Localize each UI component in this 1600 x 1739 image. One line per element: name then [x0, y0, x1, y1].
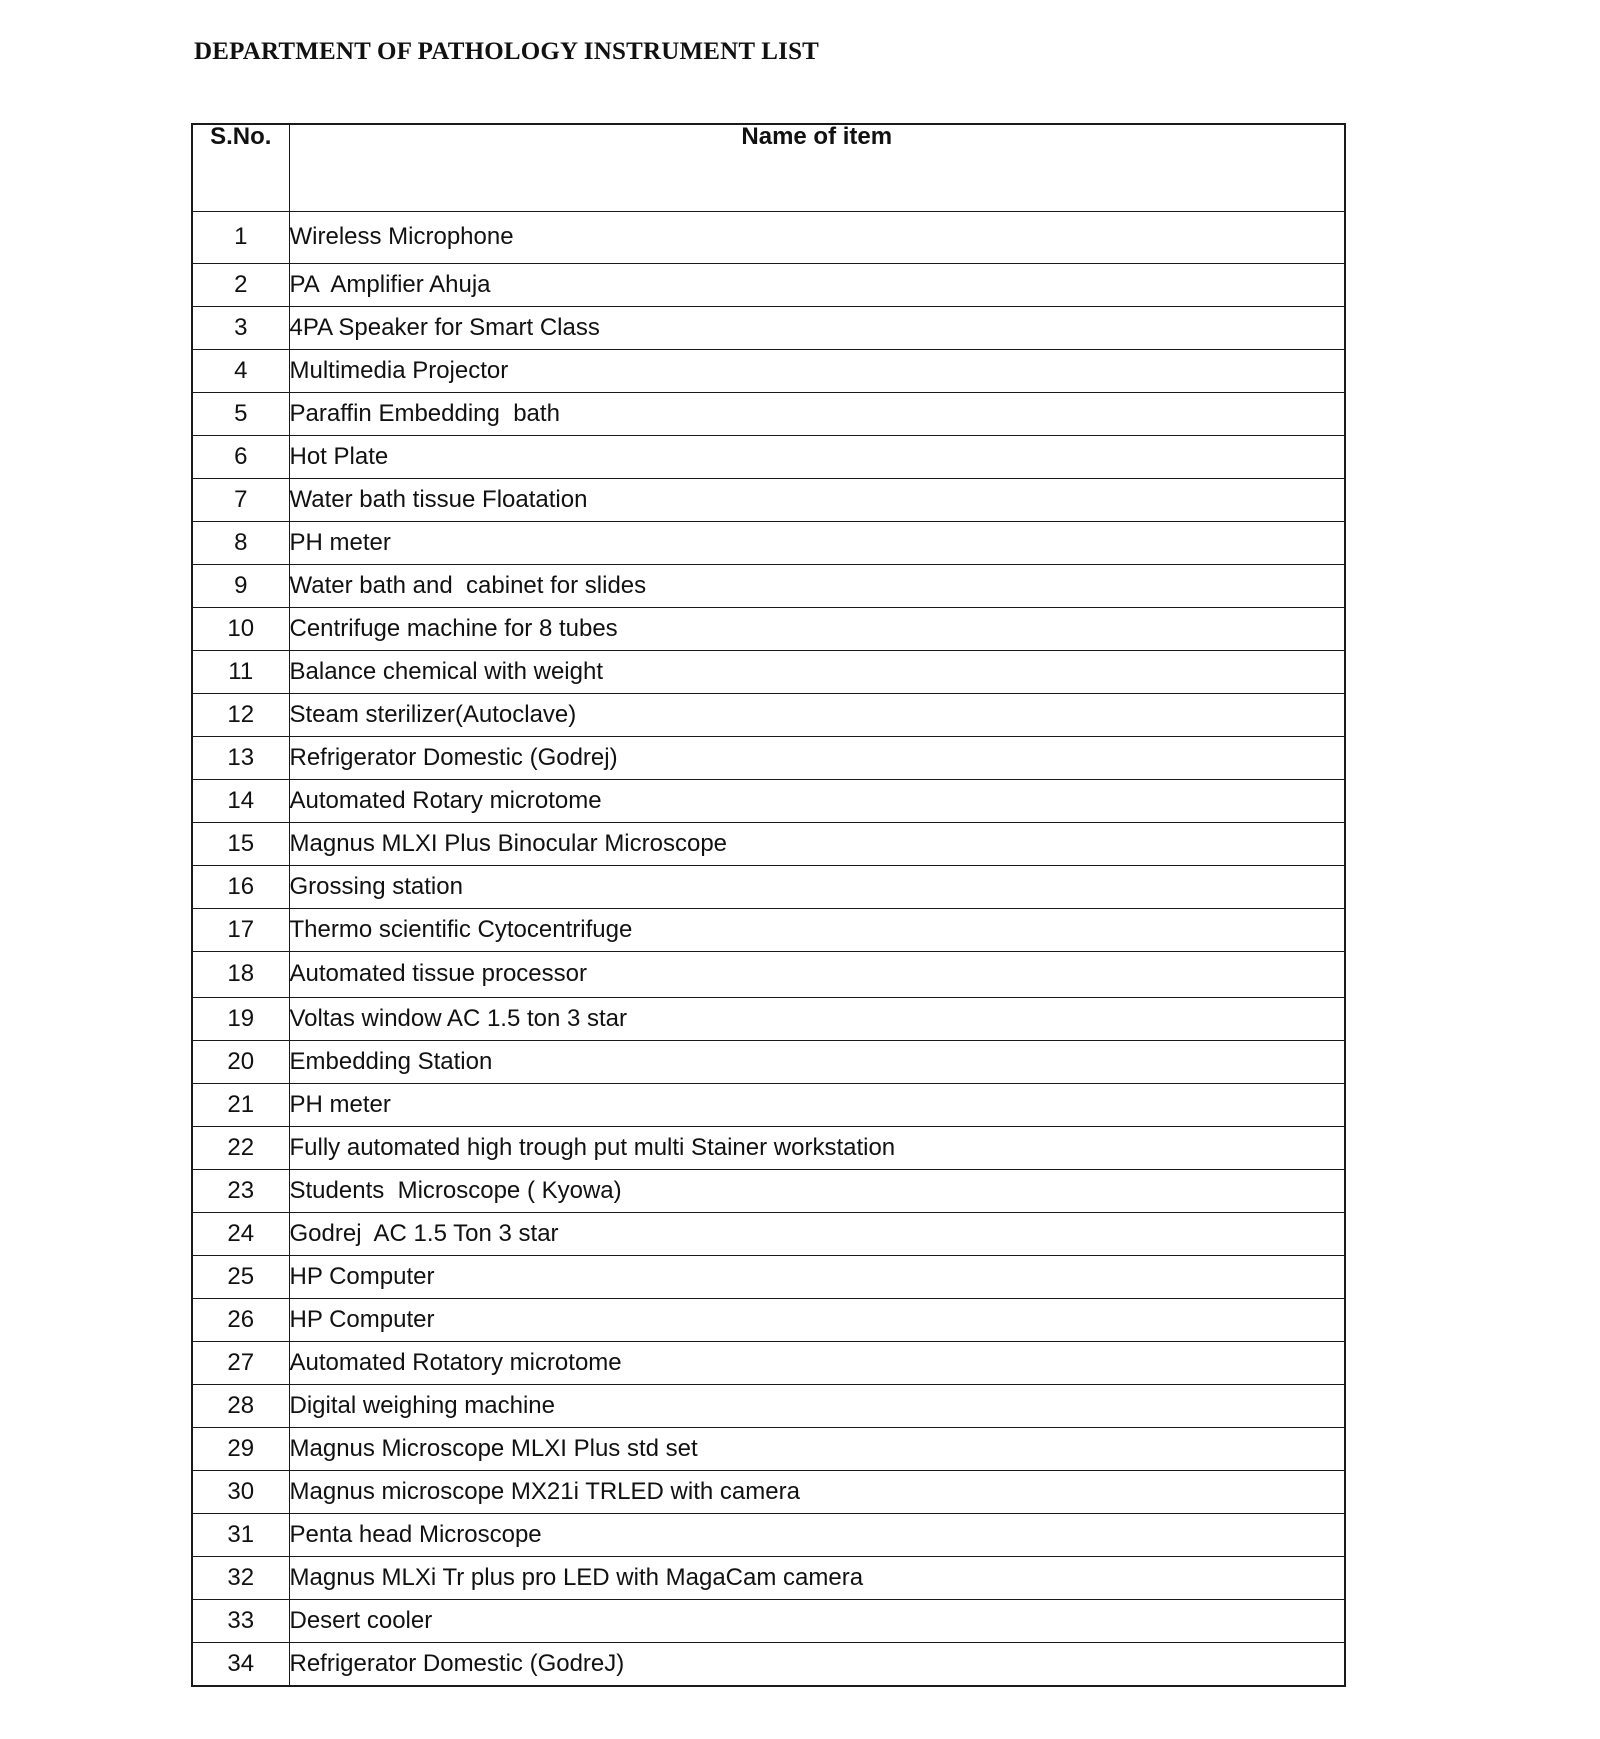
item-name-cell: Voltas window AC 1.5 ton 3 star: [289, 997, 1345, 1040]
serial-number-cell: 2: [192, 263, 289, 306]
table-row: [192, 521, 1345, 564]
item-name-cell: Embedding Station: [289, 1040, 1345, 1083]
item-name-cell: Students Microscope ( Kyowa): [289, 1169, 1345, 1212]
serial-number-cell: 32: [192, 1556, 289, 1599]
serial-number-cell: 11: [192, 650, 289, 693]
serial-number-cell: 28: [192, 1384, 289, 1427]
item-name-cell: Fully automated high trough put multi Stainer workstation: [289, 1126, 1345, 1169]
serial-number-cell: 4: [192, 349, 289, 392]
table-row: [192, 607, 1345, 650]
item-name-cell: Magnus MLXi Tr plus pro LED with MagaCam camera: [289, 1556, 1345, 1599]
item-name-cell: Balance chemical with weight: [289, 650, 1345, 693]
table-row: [192, 1255, 1345, 1298]
table-row: [192, 822, 1345, 865]
serial-number-cell: 12: [192, 693, 289, 736]
table-row: [192, 997, 1345, 1040]
item-name-cell: PA Amplifier Ahuja: [289, 263, 1345, 306]
serial-number-cell: 30: [192, 1470, 289, 1513]
item-name-cell: Magnus Microscope MLXI Plus std set: [289, 1427, 1345, 1470]
table-row: [192, 564, 1345, 607]
table-header-row: [192, 124, 1345, 211]
serial-number-cell: 5: [192, 392, 289, 435]
table-row: [192, 736, 1345, 779]
table-row: [192, 1556, 1345, 1599]
table-row: [192, 349, 1345, 392]
table-row: [192, 1040, 1345, 1083]
table-row: [192, 1642, 1345, 1686]
serial-number-cell: 27: [192, 1341, 289, 1384]
item-name-cell: Desert cooler: [289, 1599, 1345, 1642]
item-name-cell: HP Computer: [289, 1298, 1345, 1341]
table-row: [192, 392, 1345, 435]
serial-number-cell: 1: [192, 211, 289, 263]
serial-number-cell: 33: [192, 1599, 289, 1642]
table-row: [192, 693, 1345, 736]
serial-number-cell: 21: [192, 1083, 289, 1126]
item-name-cell: Digital weighing machine: [289, 1384, 1345, 1427]
serial-number-cell: 9: [192, 564, 289, 607]
table-row: [192, 1384, 1345, 1427]
serial-number-cell: 8: [192, 521, 289, 564]
item-name-cell: Godrej AC 1.5 Ton 3 star: [289, 1212, 1345, 1255]
table-row: [192, 1169, 1345, 1212]
column-header-sno: S.No.: [192, 124, 289, 211]
item-name-cell: Refrigerator Domestic (GodreJ): [289, 1642, 1345, 1686]
table-row: [192, 1470, 1345, 1513]
serial-number-cell: 17: [192, 908, 289, 951]
table-row: [192, 951, 1345, 997]
column-header-name: Name of item: [289, 124, 1345, 211]
table-row: [192, 1427, 1345, 1470]
item-name-cell: Water bath and cabinet for slides: [289, 564, 1345, 607]
table-row: [192, 306, 1345, 349]
page-title: DEPARTMENT OF PATHOLOGY INSTRUMENT LIST: [194, 38, 820, 65]
instrument-table: [191, 123, 1346, 1687]
table-row: [192, 865, 1345, 908]
table-row: [192, 1513, 1345, 1556]
serial-number-cell: 10: [192, 607, 289, 650]
table-row: [192, 478, 1345, 521]
item-name-cell: Hot Plate: [289, 435, 1345, 478]
serial-number-cell: 22: [192, 1126, 289, 1169]
serial-number-cell: 31: [192, 1513, 289, 1556]
serial-number-cell: 25: [192, 1255, 289, 1298]
table-row: [192, 1212, 1345, 1255]
serial-number-cell: 19: [192, 997, 289, 1040]
serial-number-cell: 7: [192, 478, 289, 521]
serial-number-cell: 16: [192, 865, 289, 908]
serial-number-cell: 14: [192, 779, 289, 822]
item-name-cell: Paraffin Embedding bath: [289, 392, 1345, 435]
item-name-cell: HP Computer: [289, 1255, 1345, 1298]
item-name-cell: PH meter: [289, 1083, 1345, 1126]
serial-number-cell: 18: [192, 951, 289, 997]
item-name-cell: Magnus MLXI Plus Binocular Microscope: [289, 822, 1345, 865]
table-row: [192, 435, 1345, 478]
table-row: [192, 263, 1345, 306]
serial-number-cell: 34: [192, 1642, 289, 1686]
item-name-cell: Centrifuge machine for 8 tubes: [289, 607, 1345, 650]
table-row: [192, 1083, 1345, 1126]
serial-number-cell: 15: [192, 822, 289, 865]
item-name-cell: Automated tissue processor: [289, 951, 1345, 997]
item-name-cell: Thermo scientific Cytocentrifuge: [289, 908, 1345, 951]
table-row: [192, 1298, 1345, 1341]
serial-number-cell: 23: [192, 1169, 289, 1212]
item-name-cell: Penta head Microscope: [289, 1513, 1345, 1556]
table-row: [192, 1341, 1345, 1384]
serial-number-cell: 6: [192, 435, 289, 478]
item-name-cell: Magnus microscope MX21i TRLED with camera: [289, 1470, 1345, 1513]
serial-number-cell: 29: [192, 1427, 289, 1470]
serial-number-cell: 13: [192, 736, 289, 779]
item-name-cell: Grossing station: [289, 865, 1345, 908]
item-name-cell: Refrigerator Domestic (Godrej): [289, 736, 1345, 779]
item-name-cell: Multimedia Projector: [289, 349, 1345, 392]
item-name-cell: Water bath tissue Floatation: [289, 478, 1345, 521]
table-row: [192, 1126, 1345, 1169]
item-name-cell: Automated Rotary microtome: [289, 779, 1345, 822]
table-row: [192, 650, 1345, 693]
item-name-cell: Steam sterilizer(Autoclave): [289, 693, 1345, 736]
serial-number-cell: 24: [192, 1212, 289, 1255]
serial-number-cell: 3: [192, 306, 289, 349]
item-name-cell: Automated Rotatory microtome: [289, 1341, 1345, 1384]
serial-number-cell: 26: [192, 1298, 289, 1341]
table-row: [192, 211, 1345, 263]
table-row: [192, 779, 1345, 822]
item-name-cell: PH meter: [289, 521, 1345, 564]
table-row: [192, 1599, 1345, 1642]
item-name-cell: 4PA Speaker for Smart Class: [289, 306, 1345, 349]
item-name-cell: Wireless Microphone: [289, 211, 1345, 263]
table-body: [192, 211, 1345, 1686]
table-row: [192, 908, 1345, 951]
serial-number-cell: 20: [192, 1040, 289, 1083]
